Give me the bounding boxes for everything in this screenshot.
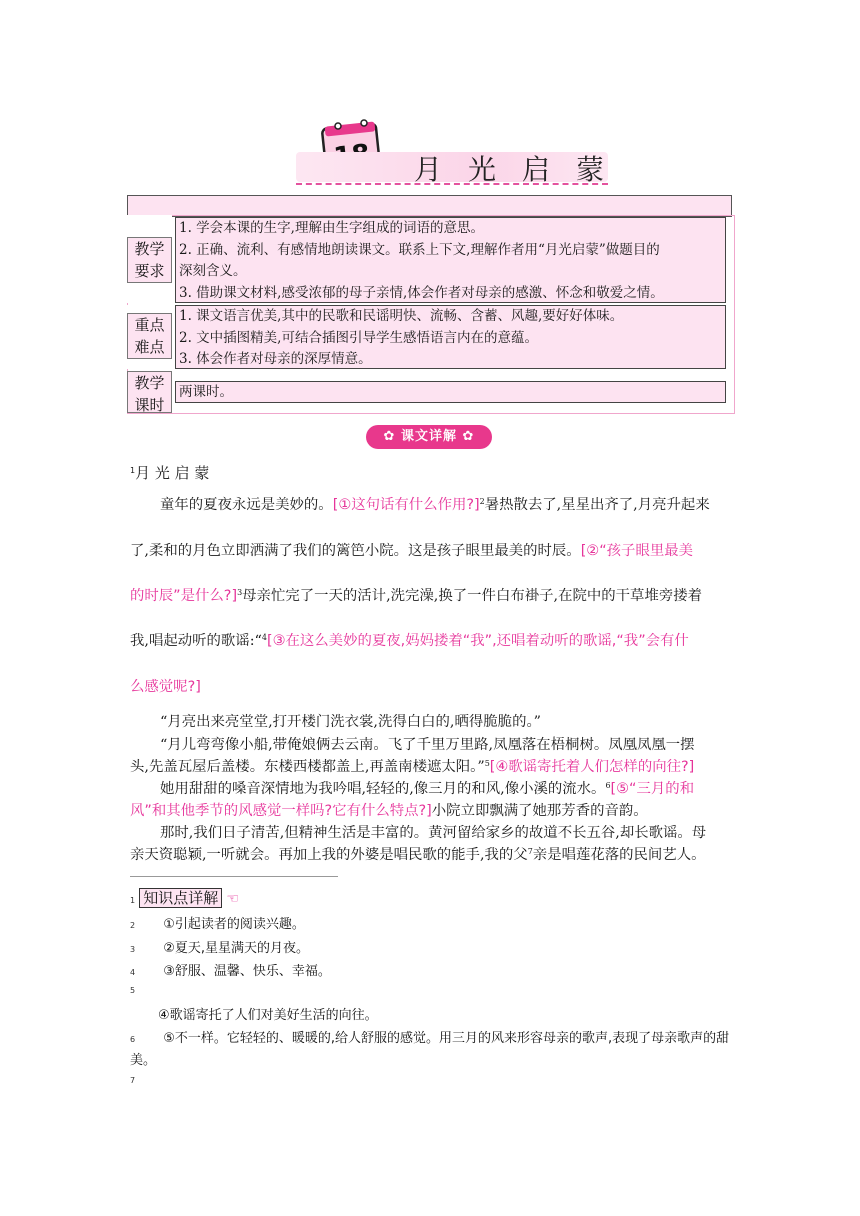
- paragraph-1-line-5: 么感觉呢?]: [130, 679, 201, 695]
- list-item: 1. 课文语言优美,其中的民歌和民谣明快、流畅、含蓄、风趣,要好好体味。: [179, 308, 624, 324]
- title-divider: [296, 183, 608, 185]
- paragraph-3-line-2: 头,先盖瓦屋后盖楼。东楼西楼都盖上,再盖南楼遮太阳。”$^5$[④歌谣寄托着人们怎样的向往?]: [130, 759, 695, 775]
- footnote-3: 3 ②夏天,星星满天的月夜。: [130, 941, 310, 956]
- paragraph-5-line-1: 那时,我们日子清苦,但精神生活是丰富的。黄河留给家乡的故道不长五谷,却长歌谣。母: [160, 825, 707, 841]
- label-class-hours: 教学 课时: [127, 371, 172, 411]
- article-title: $^1$月 光 启 蒙: [130, 464, 210, 482]
- teaching-requirements-content: [175, 217, 726, 303]
- pointing-hand-icon: ☜: [226, 891, 239, 907]
- footnote-rule: [130, 876, 338, 877]
- table-header-bar: [127, 195, 732, 217]
- list-item: 深刻含义。: [179, 263, 247, 279]
- class-hours-content: [175, 381, 726, 403]
- list-item: 2. 正确、流利、有感情地朗读课文。联系上下文,理解作者用“月光启蒙”做题目的: [179, 241, 660, 258]
- footnote-2: 2 ①引起读者的阅读兴趣。: [130, 917, 305, 932]
- paragraph-2: “月亮出来亮堂堂,打开楼门洗衣裳,洗得白白的,晒得脆脆的。”: [160, 714, 542, 730]
- paragraph-4-line-1: 她用甜甜的嗓音深情地为我吟唱,轻轻的,像三月的和风,像小溪的流水。$^6$[⑤“三月的和: [160, 781, 695, 797]
- star-icon: ✿: [462, 429, 475, 444]
- paragraph-5-line-2: 亲天资聪颖,一听就会。再加上我的外婆是唱民歌的能手,我的父$^7$亲是唱莲花落的民间艺人。: [130, 847, 706, 863]
- footnote-1: 1 知识点详解 ☜: [130, 889, 239, 907]
- star-icon: ✿: [383, 429, 396, 444]
- list-item: 2. 文中插图精美,可结合插图引导学生感悟语言内在的意蕴。: [179, 329, 538, 346]
- list-item: 3. 体会作者对母亲的深厚情意。: [179, 351, 372, 367]
- footnote-6: 6 ⑤不一样。它轻轻的、暖暖的,给人舒服的感觉。用三月的风来形容母亲的歌声,表现了母亲歌声的甜: [130, 1031, 730, 1046]
- paragraph-1-line-3: 的时辰”是什么?]$^3$母亲忙完了一天的活计,洗完澡,换了一件白布褂子,在院中的干草堆旁搂着: [130, 588, 702, 604]
- section-heading-pill: ✿ 课文详解 ✿: [366, 425, 492, 449]
- footnote-5-text: ④歌谣寄托了人们对美好生活的向往。: [158, 1008, 378, 1023]
- lesson-title: 月光启蒙: [414, 153, 631, 186]
- knowledge-point-label: 知识点详解: [139, 888, 222, 908]
- list-item: 3. 借助课文材料,感受浓郁的母子亲情,体会作者对母亲的感激、怀念和敬爱之情。: [179, 284, 664, 301]
- paragraph-3-line-1: “月儿弯弯像小船,带俺娘俩去云南。飞了千里万里路,凤凰落在梧桐树。凤凰凤凰一摆: [160, 737, 695, 753]
- label-key-points: 重点 难点: [127, 305, 172, 369]
- paragraph-1-line-1: 童年的夏夜永远是美妙的。[①这句话有什么作用?]$^2$暑热散去了,星星出齐了,月亮升起来: [160, 497, 710, 513]
- key-points-content: [175, 305, 726, 369]
- label-teaching-requirements: 教学 要求: [127, 215, 172, 303]
- footnote-4: 4 ③舒服、温馨、快乐、幸福。: [130, 964, 331, 979]
- paragraph-1-line-2: 了,柔和的月色立即洒满了我们的篱笆小院。这是孩子眼里最美的时辰。[②“孩子眼里最美: [130, 543, 694, 559]
- footnote-5: 5: [130, 986, 136, 995]
- list-item: 1. 学会本课的生字,理解由生字组成的词语的意思。: [179, 220, 484, 236]
- footnote-7: 7: [130, 1076, 136, 1085]
- list-item: 两课时。: [179, 384, 233, 400]
- footnote-6-cont: 美。: [130, 1053, 157, 1068]
- paragraph-1-line-4: 我,唱起动听的歌谣:“$^4$[③在这么美妙的夏夜,妈妈搂着“我”,还唱着动听的歌谣,“我”会有什: [130, 633, 689, 649]
- paragraph-4-line-2: 风”和其他季节的风感觉一样吗?它有什么特点?]小院立即飘满了她那芳香的音韵。: [130, 803, 648, 819]
